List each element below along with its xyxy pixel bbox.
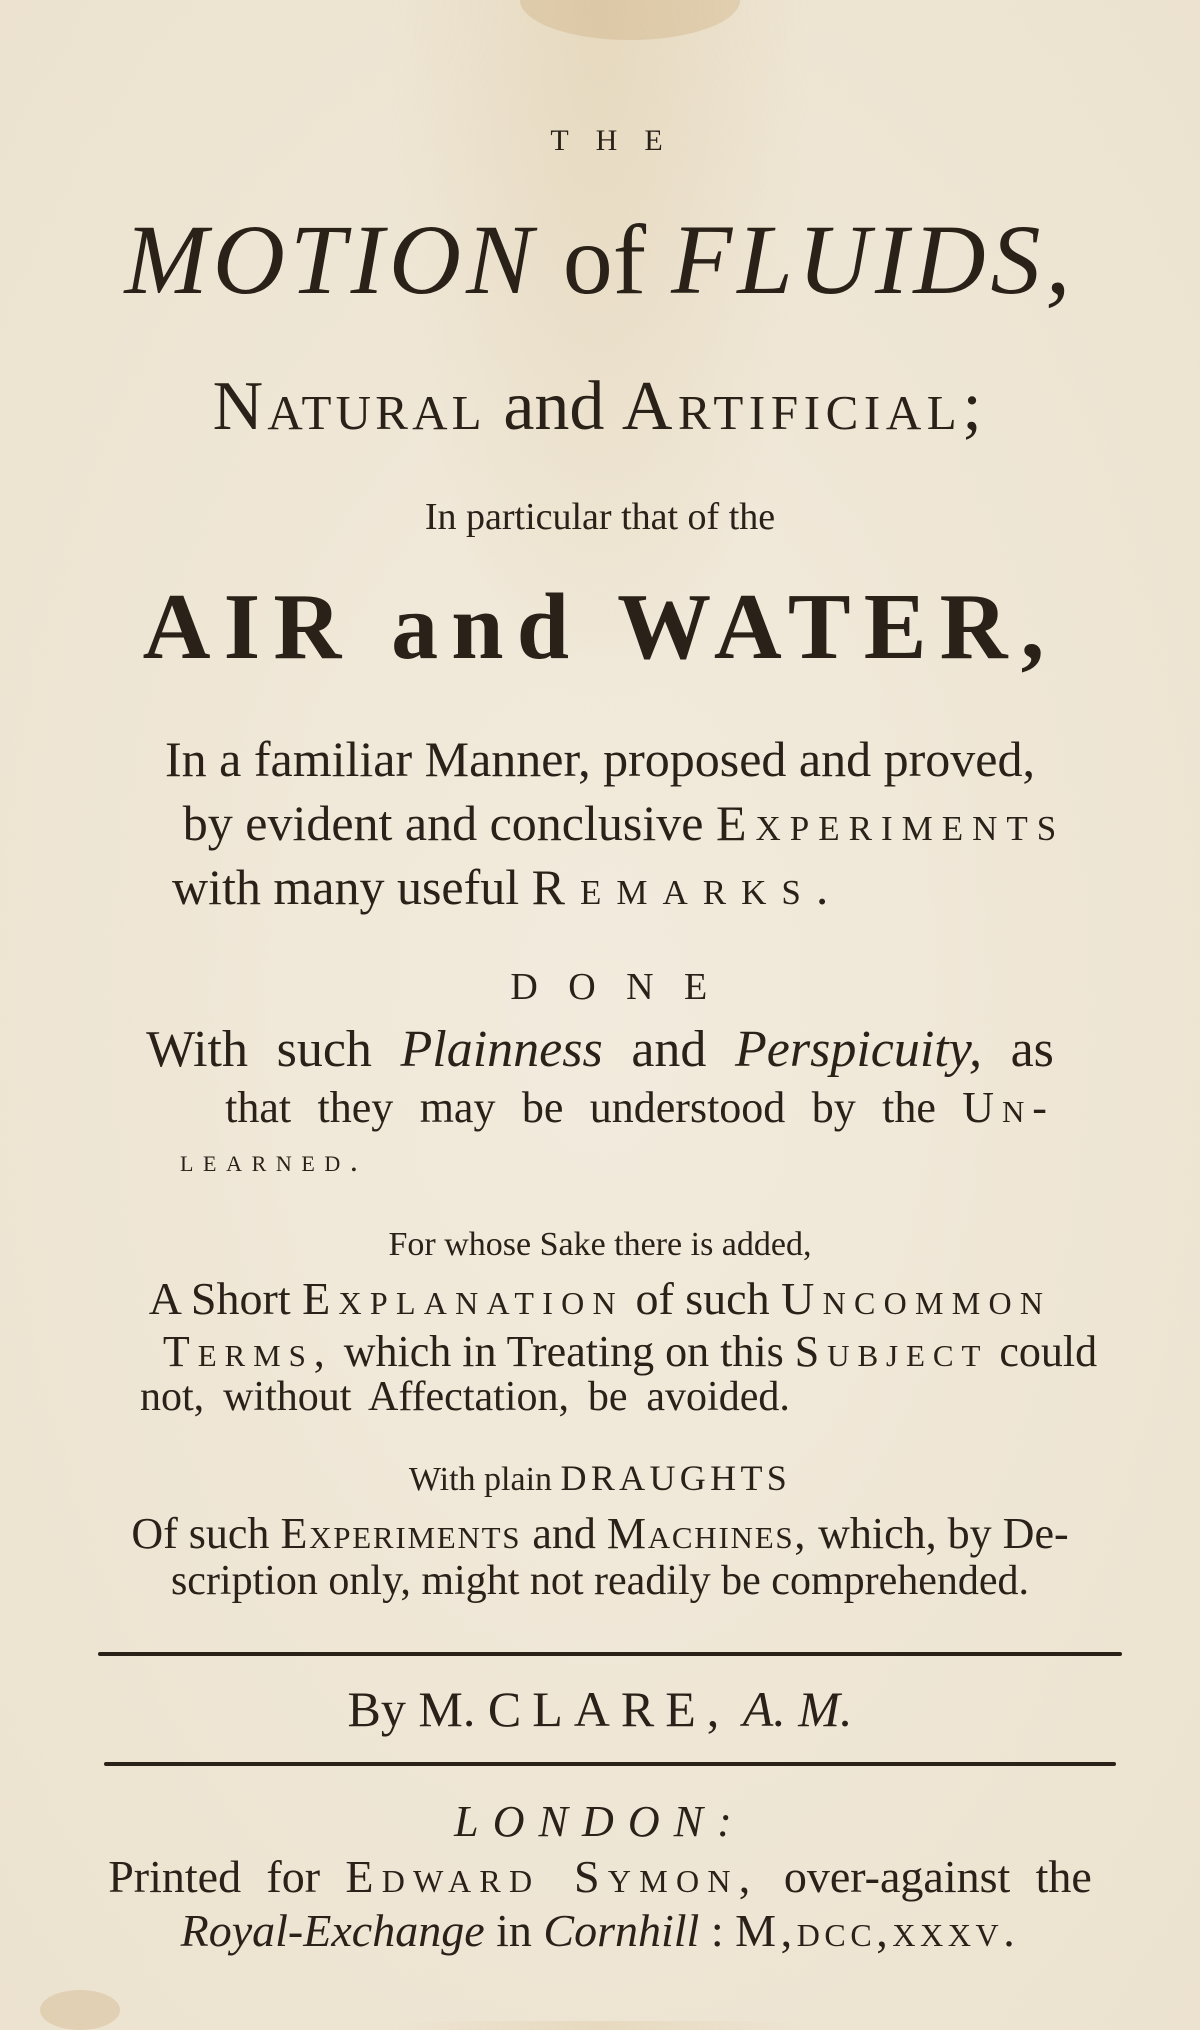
description-text: with many useful xyxy=(172,859,532,915)
text: could xyxy=(988,1327,1098,1376)
text: Of such xyxy=(131,1509,281,1558)
un-smallcaps: Un- xyxy=(962,1083,1055,1132)
main-title xyxy=(0,204,1200,315)
description-line-2 xyxy=(0,795,1200,851)
perspicuity-italic: Perspicuity, xyxy=(735,1021,982,1078)
unlearned-line: learned. xyxy=(180,1142,368,1178)
air-water-heading: AIR and WATER, xyxy=(142,575,1058,679)
remarks-smallcaps: Remarks. xyxy=(531,859,844,915)
text: and xyxy=(521,1509,607,1558)
subtitle-and: and xyxy=(503,368,605,445)
text: With such xyxy=(146,1021,401,1078)
text: : xyxy=(699,1905,736,1956)
plainness-line xyxy=(0,1021,1200,1078)
experiments-line xyxy=(0,1509,1200,1558)
sake-line: For whose Sake there is added, xyxy=(388,1226,812,1263)
street-italic: Cornhill xyxy=(543,1905,700,1956)
subject-smallcaps: Subject xyxy=(794,1327,989,1376)
title-motion: MOTION xyxy=(124,204,538,315)
text: as xyxy=(981,1021,1054,1078)
place-italic: Royal-Exchange xyxy=(180,1905,485,1956)
plainness-italic: Plainness xyxy=(400,1021,603,1078)
imprint-line-2 xyxy=(0,1905,1200,1956)
explanation-smallcaps: Explanation xyxy=(302,1273,624,1324)
draughts-caps: DRAUGHTS xyxy=(560,1458,792,1498)
description-text: In a familiar Manner, proposed and proved, xyxy=(165,731,1035,787)
description-line-1 xyxy=(0,731,1200,787)
particular-line: In particular that of the xyxy=(424,496,776,538)
text: over-against the xyxy=(758,1851,1092,1902)
author-name: CLARE, xyxy=(487,1681,731,1737)
foxing-stain xyxy=(40,1990,120,2030)
explanation-line-3: not, without Affectation, be avoided. xyxy=(140,1374,790,1420)
bottom-rule xyxy=(104,1762,1116,1766)
text: in xyxy=(484,1905,544,1956)
description-line-3 xyxy=(172,859,1200,915)
subtitle-natural-artificial xyxy=(0,368,1200,445)
imprint-city: LONDON: xyxy=(454,1797,746,1846)
text: and xyxy=(602,1021,736,1078)
title-of: of xyxy=(562,204,647,315)
done-heading: DONE xyxy=(510,966,738,1008)
imprint-line-1 xyxy=(0,1851,1200,1902)
experiments-smallcaps: Experiments xyxy=(280,1509,522,1558)
experiments-smallcaps: Experiments xyxy=(715,795,1066,851)
title-the: THE xyxy=(550,124,690,157)
uncommon-smallcaps: Uncommon xyxy=(781,1273,1052,1324)
text: With plain xyxy=(408,1461,561,1498)
top-rule xyxy=(98,1652,1122,1656)
title-fluids: FLUIDS, xyxy=(671,204,1076,315)
text: which, by De- xyxy=(807,1509,1069,1558)
author-by: By M. xyxy=(347,1681,476,1737)
text: of such xyxy=(623,1273,782,1324)
subtitle-natural: Natural xyxy=(212,368,486,445)
machines-smallcaps: Machines, xyxy=(606,1509,808,1558)
publisher-smallcaps: Edward Symon, xyxy=(345,1851,759,1902)
description-text: by evident and conclusive xyxy=(182,795,716,851)
explanation-line-2 xyxy=(0,1327,1200,1376)
text: which in Treating on this xyxy=(332,1327,795,1376)
author-degree: A. M. xyxy=(742,1681,853,1737)
understood-line xyxy=(0,1083,1200,1132)
text: A Short xyxy=(148,1273,303,1324)
text: that they may be understood by the xyxy=(225,1083,963,1132)
author-line xyxy=(0,1681,1200,1737)
text: Printed for xyxy=(108,1851,346,1902)
subtitle-artificial: Artificial; xyxy=(621,368,988,445)
draughts-line xyxy=(0,1460,1200,1497)
explanation-line-1 xyxy=(0,1273,1200,1324)
terms-smallcaps: Terms, xyxy=(162,1327,333,1376)
foxing-stain xyxy=(520,0,740,40)
scription-line: scription only, might not readily be comprehended. xyxy=(170,1558,1030,1604)
year-roman-numerals: M,dcc,xxxv. xyxy=(735,1905,1020,1956)
